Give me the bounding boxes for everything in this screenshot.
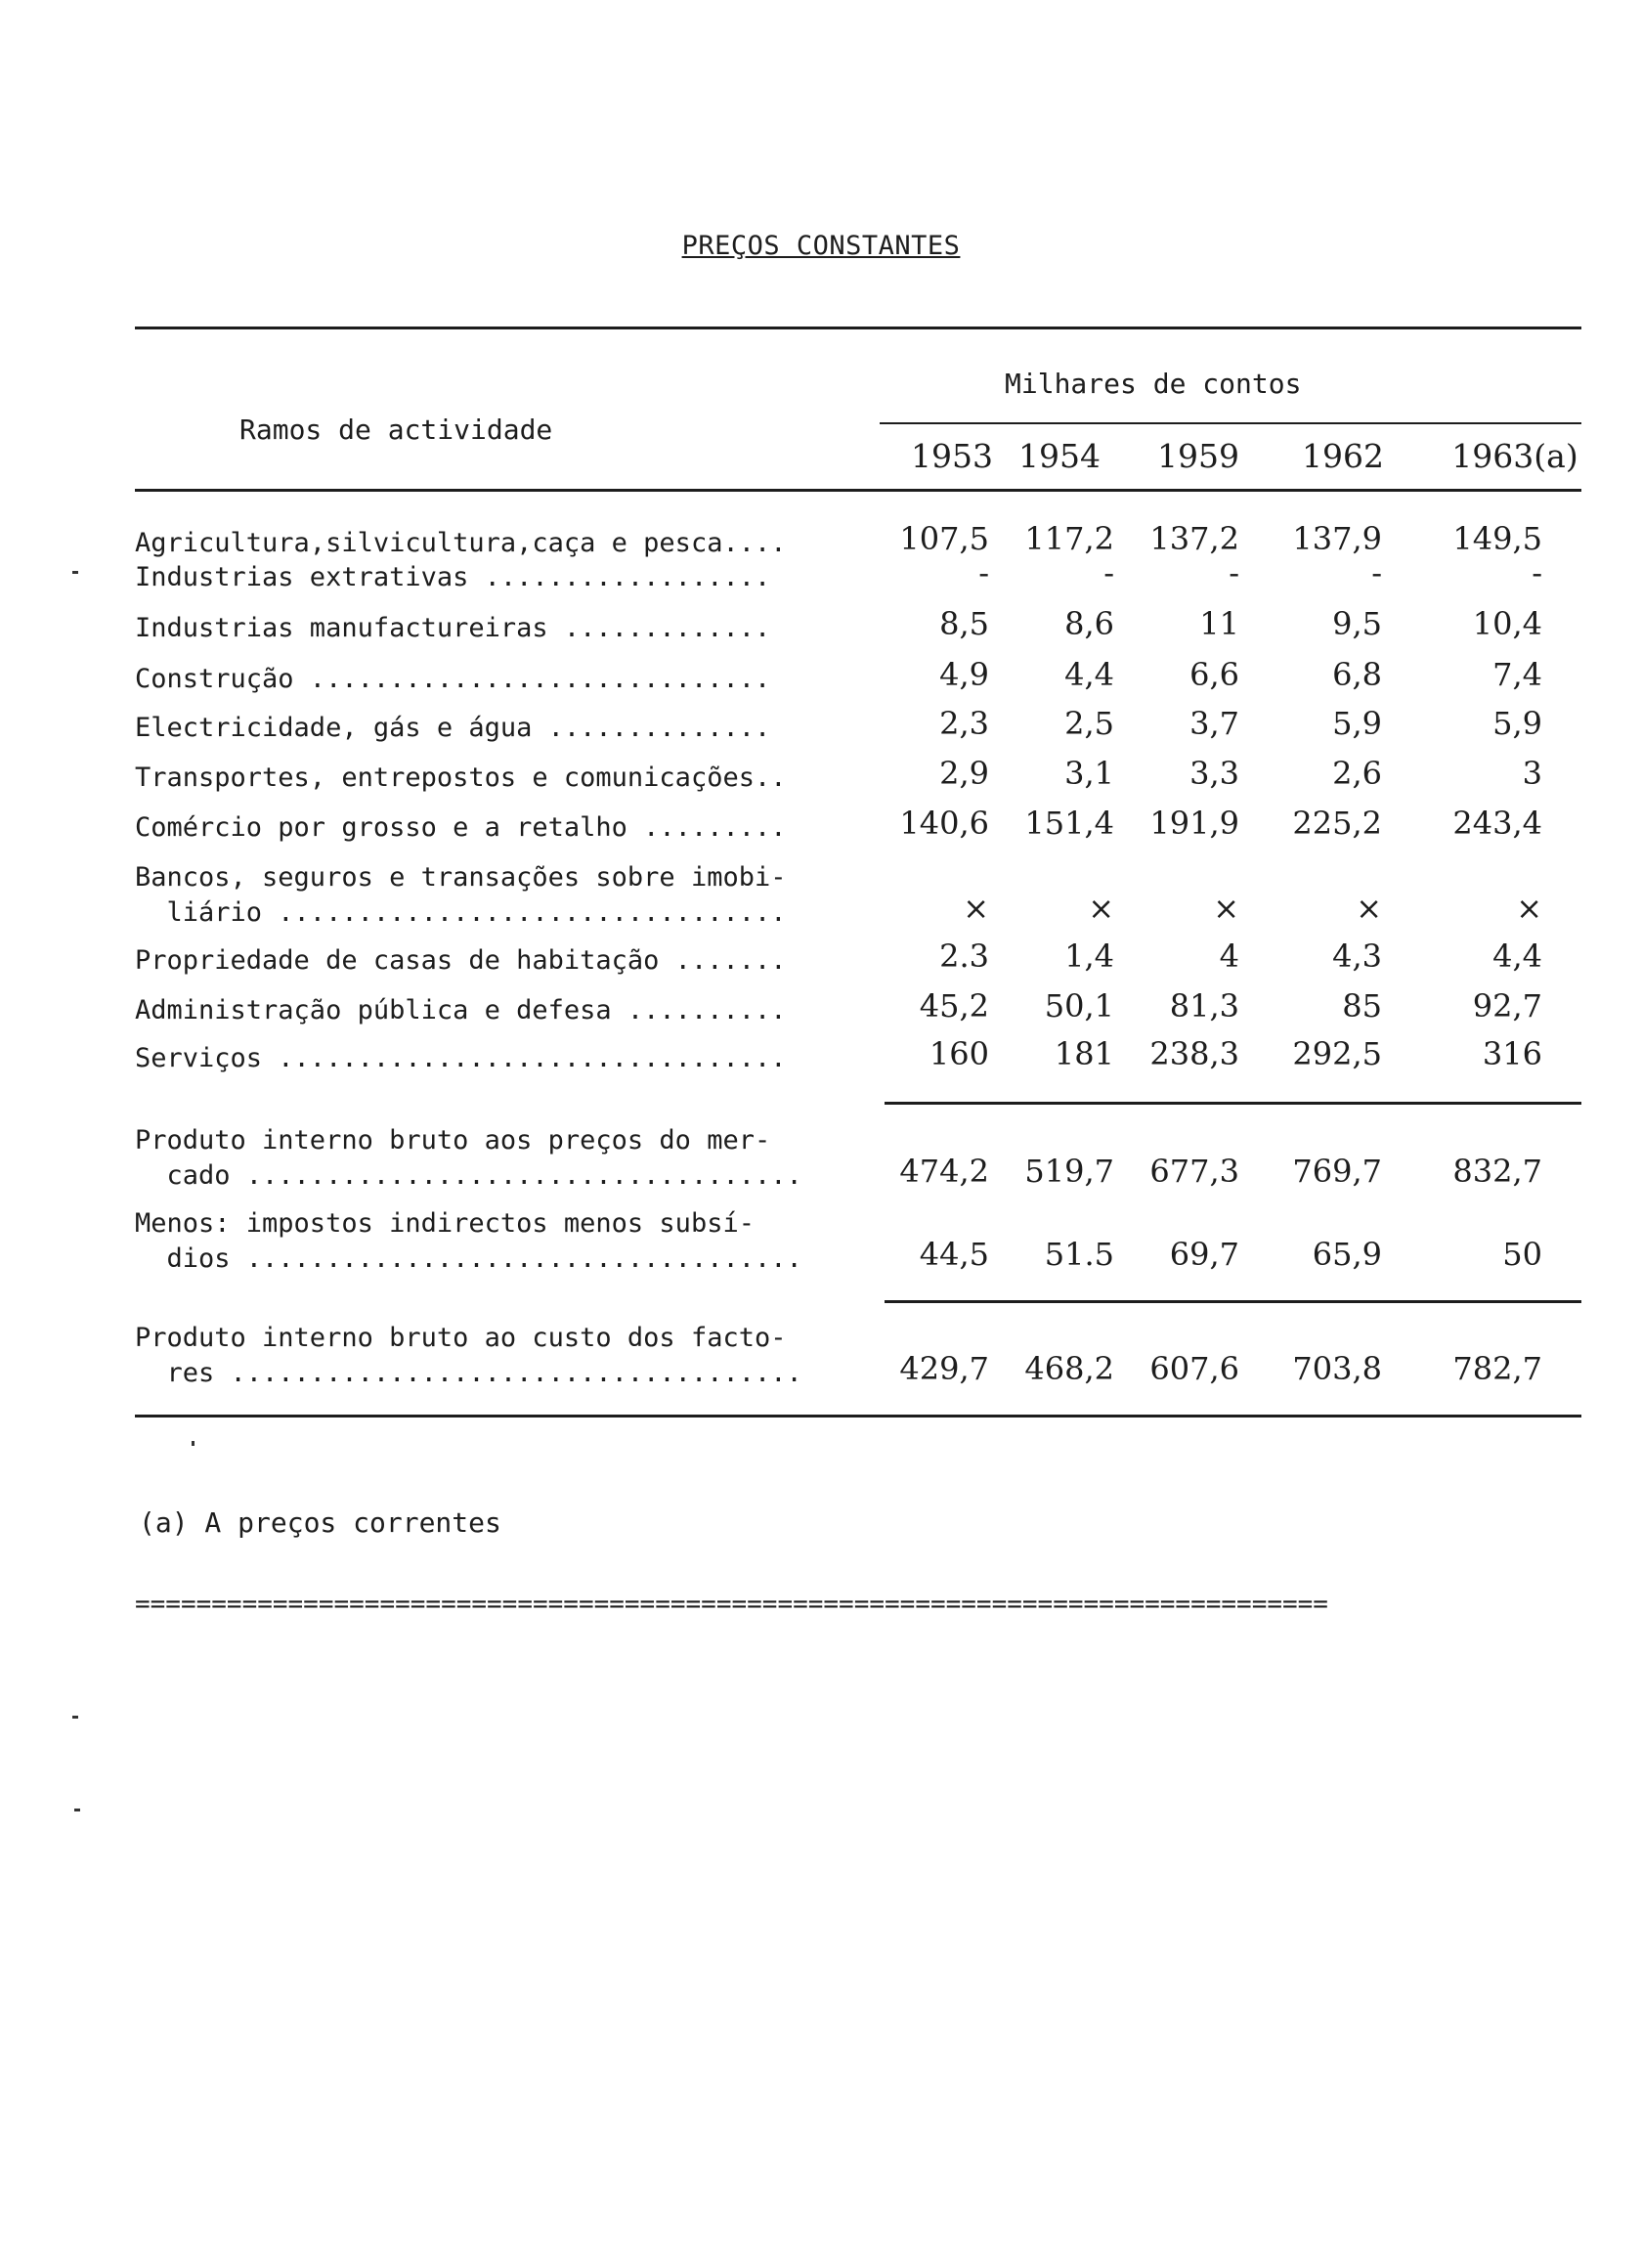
row-label: Industrias manufactureiras ............. [135, 613, 771, 643]
cell-value: 2,3 [939, 705, 989, 742]
cell-value: 3,7 [1189, 705, 1239, 742]
cell-value: - [978, 554, 989, 591]
cell-value: × [1516, 890, 1542, 927]
cell-value: 607,6 [1149, 1350, 1239, 1387]
cell-value: 6,8 [1332, 656, 1382, 693]
row-label: Menos: impostos indirectos menos subsí- [135, 1208, 755, 1239]
cell-value: 107,5 [899, 520, 989, 557]
final-rule [885, 1300, 1581, 1303]
cell-value: 8,6 [1064, 605, 1114, 642]
cell-value: 2,6 [1332, 755, 1382, 792]
cell-value: 137,2 [1149, 520, 1239, 557]
cell-value: 117,2 [1024, 520, 1114, 557]
row-label: cado ................................... [135, 1160, 802, 1191]
cell-value: 832,7 [1452, 1153, 1542, 1190]
year-header: 1959 [1157, 437, 1239, 475]
cell-value: 316 [1482, 1035, 1542, 1072]
cell-value: 92,7 [1472, 987, 1542, 1025]
cell-value: 703,8 [1292, 1350, 1382, 1387]
cell-value: 7,4 [1492, 656, 1542, 693]
year-header: 1953 [911, 437, 993, 475]
cell-value: 4,3 [1332, 938, 1382, 975]
cell-value: 2.3 [939, 938, 989, 975]
year-header: 1962 [1302, 437, 1384, 475]
row-label: res .................................... [135, 1358, 802, 1388]
row-label: Construção ............................. [135, 664, 771, 694]
cell-value: 2,5 [1064, 705, 1114, 742]
cell-value: 11 [1199, 605, 1239, 642]
cell-value: 519,7 [1024, 1153, 1114, 1190]
cell-value: 44,5 [919, 1236, 989, 1273]
cell-value: 65,9 [1312, 1236, 1382, 1273]
cell-value: 50 [1502, 1236, 1542, 1273]
cell-value: 782,7 [1452, 1350, 1542, 1387]
row-label: Comércio por grosso e a retalho ......... [135, 812, 787, 843]
cell-value: 181 [1054, 1035, 1114, 1072]
cell-value: × [1213, 890, 1239, 927]
row-label: Bancos, seguros e transações sobre imobi- [135, 862, 787, 893]
cell-value: 243,4 [1452, 805, 1542, 842]
cell-value: 4,4 [1492, 938, 1542, 975]
row-label: dios ................................... [135, 1243, 802, 1274]
double-separator: ============================================================================== [135, 1590, 1328, 1619]
cell-value: 3 [1522, 755, 1542, 792]
scan-mark [74, 1809, 80, 1811]
row-label: Transportes, entrepostos e comunicações.. [135, 763, 787, 793]
cell-value: 81,3 [1169, 987, 1239, 1025]
cell-value: × [963, 890, 989, 927]
cell-value: 149,5 [1452, 520, 1542, 557]
cell-value: 8,5 [939, 605, 989, 642]
cell-value: 10,4 [1472, 605, 1542, 642]
cell-value: 2,9 [939, 755, 989, 792]
cell-value: 474,2 [899, 1153, 989, 1190]
cell-value: 292,5 [1292, 1035, 1382, 1072]
year-header: 1963(a) [1451, 437, 1578, 475]
cell-value: 468,2 [1024, 1350, 1114, 1387]
subtotal-rule [885, 1102, 1581, 1105]
units-rule [880, 422, 1581, 424]
cell-value: 677,3 [1149, 1153, 1239, 1190]
cell-value: 50,1 [1044, 987, 1114, 1025]
units-label: Milhares de contos [1005, 368, 1302, 400]
header-rule [135, 489, 1581, 492]
cell-value: - [1371, 554, 1382, 591]
cell-value: 4,9 [939, 656, 989, 693]
cell-value: - [1229, 554, 1239, 591]
cell-value: 9,5 [1332, 605, 1382, 642]
row-label: Serviços ................................ [135, 1043, 787, 1073]
cell-value: 225,2 [1292, 805, 1382, 842]
cell-value: - [1103, 554, 1114, 591]
cell-value: 4,4 [1064, 656, 1114, 693]
scan-mark [72, 1716, 78, 1719]
cell-value: 51.5 [1044, 1236, 1114, 1273]
top-rule [135, 327, 1581, 329]
cell-value: 5,9 [1332, 705, 1382, 742]
year-header: 1954 [1018, 437, 1101, 475]
cell-value: 45,2 [919, 987, 989, 1025]
cell-value: 769,7 [1292, 1153, 1382, 1190]
row-label: Propriedade de casas de habitação ....... [135, 945, 787, 976]
cell-value: 5,9 [1492, 705, 1542, 742]
cell-value: 137,9 [1292, 520, 1382, 557]
row-label: Industrias extrativas .................. [135, 562, 771, 592]
cell-value: × [1088, 890, 1114, 927]
cell-value: 3,1 [1064, 755, 1114, 792]
cell-value: 6,6 [1189, 656, 1239, 693]
cell-value: 140,6 [899, 805, 989, 842]
row-label: liário ................................ [135, 897, 787, 928]
cell-value: 151,4 [1024, 805, 1114, 842]
cell-value: × [1356, 890, 1382, 927]
row-label: Electricidade, gás e água .............. [135, 713, 771, 743]
cell-value: 69,7 [1169, 1236, 1239, 1273]
footnote: (a) A preços correntes [139, 1506, 501, 1539]
row-label: Administração pública e defesa .......... [135, 995, 787, 1025]
cell-value: 1,4 [1064, 938, 1114, 975]
cell-value: 3,3 [1189, 755, 1239, 792]
cell-value: 4 [1219, 938, 1239, 975]
page-title: PREÇOS CONSTANTES [681, 231, 961, 261]
row-label: Produto interno bruto ao custo dos facto- [135, 1323, 787, 1353]
row-label-header: Ramos de actividade [239, 414, 553, 446]
cell-value: 85 [1342, 987, 1382, 1025]
row-label: Agricultura,silvicultura,caça e pesca.... [135, 528, 787, 558]
scan-mark [72, 571, 78, 574]
cell-value: 238,3 [1149, 1035, 1239, 1072]
cell-value: - [1532, 554, 1542, 591]
cell-value: 191,9 [1149, 805, 1239, 842]
cell-value: 429,7 [899, 1350, 989, 1387]
scan-mark [192, 1441, 194, 1446]
bottom-rule [135, 1415, 1581, 1418]
row-label: Produto interno bruto aos preços do mer- [135, 1125, 771, 1156]
cell-value: 160 [929, 1035, 989, 1072]
